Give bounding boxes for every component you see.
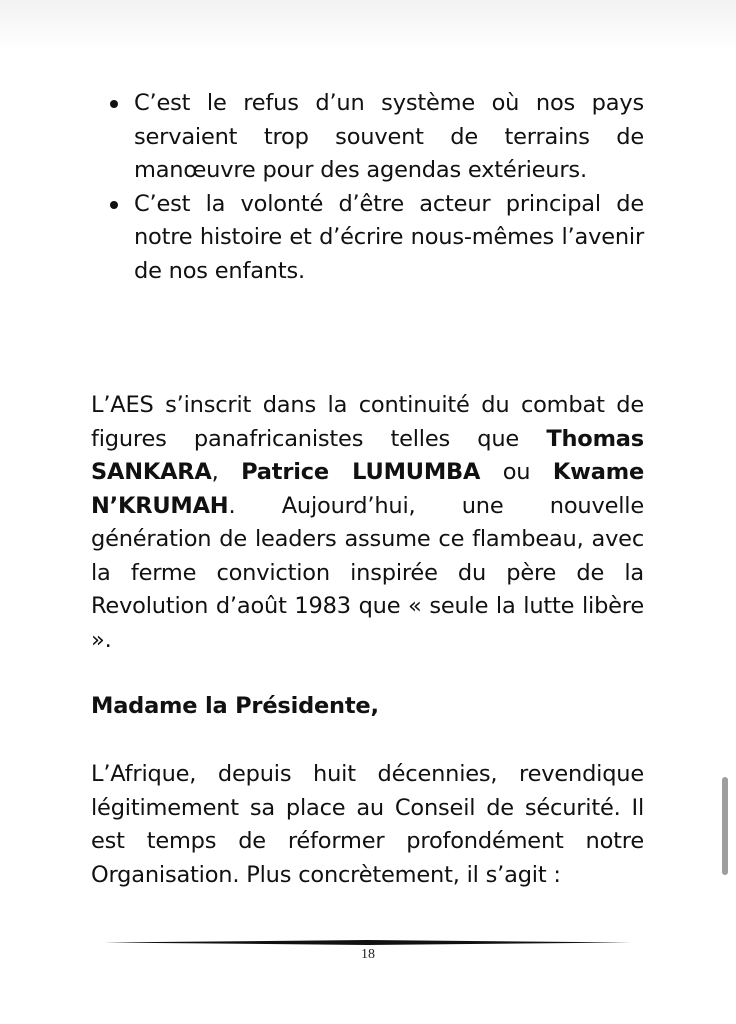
page-top-edge	[0, 0, 736, 50]
paragraph-conseil: L’Afrique, depuis huit décennies, revendique légitimement sa place au Conseil de sécurité. Il est temps de réformer profondément notre Organisation. Plus concrètement, il s’agit :	[91, 761, 644, 888]
connector-ou: ou	[502, 459, 531, 485]
bullet-dot-icon	[110, 201, 118, 209]
paragraph-aes-lead: L’AES s’inscrit dans la continuité du combat de figures panafricanistes telles que	[91, 392, 644, 452]
paragraph-aes	[91, 389, 644, 657]
bullet-list	[110, 87, 644, 288]
footer-rule	[104, 940, 631, 945]
bullet-text: C’est le refus d’un système où nos pays servaient trop souvent de terrains de manœuvre pour des agendas extérieurs.	[134, 90, 644, 183]
bullet-item	[110, 188, 644, 289]
scrollbar-thumb[interactable]	[722, 777, 728, 875]
paragraph-aes-rest: . Aujourd’hui, une nouvelle génération de leaders assume ce flambeau, avec la ferme conviction inspirée du père de la Revolution d’août 1983 que « seule la lutte libère ».	[91, 492, 644, 653]
bullet-dot-icon	[110, 100, 118, 108]
salutation: Madame la Présidente,	[91, 693, 379, 719]
name-sankara: Thomas SANKARA	[91, 425, 644, 485]
bullet-text: C’est la volonté d’être acteur principal de notre histoire et d’écrire nous-mêmes l’avenir de nos enfants.	[134, 190, 644, 284]
page-number: 18	[361, 947, 375, 962]
name-nkrumah: Kwame N’KRUMAH	[91, 459, 645, 519]
bullet-item	[110, 87, 644, 188]
separator-comma: ,	[211, 459, 219, 485]
name-lumumba: Patrice LUMUMBA	[241, 459, 481, 485]
